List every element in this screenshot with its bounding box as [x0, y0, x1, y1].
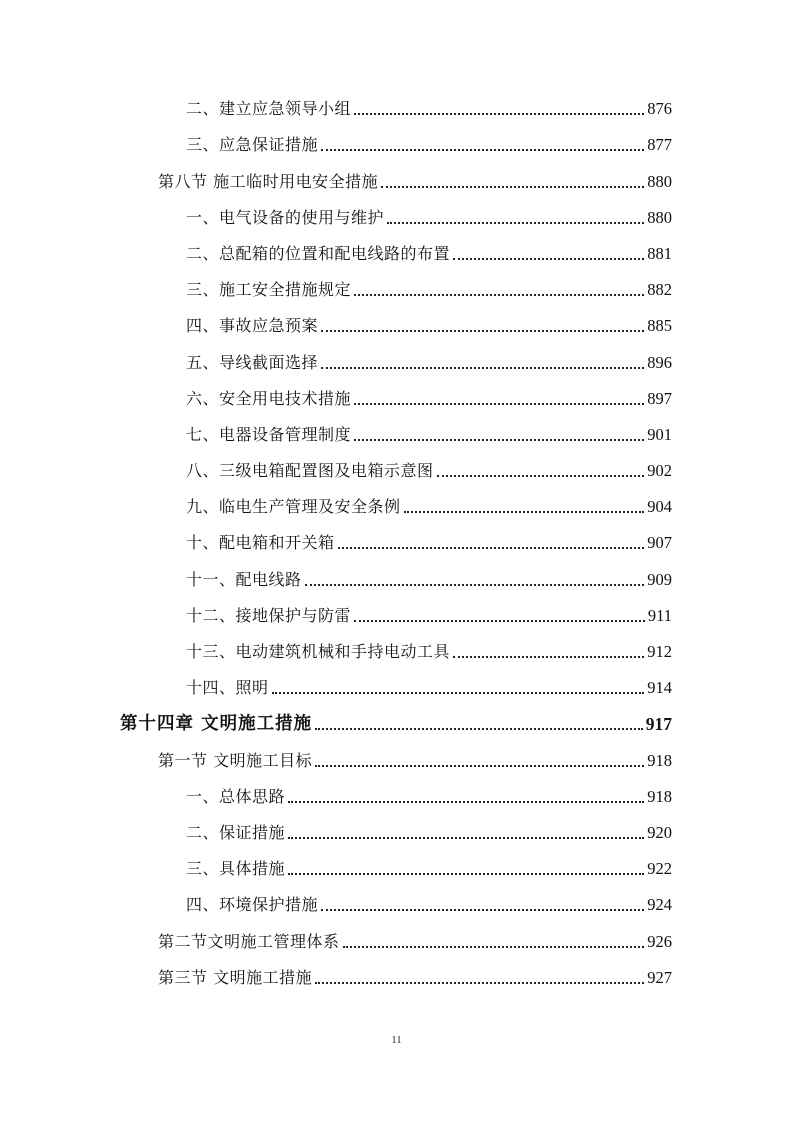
- dot-leader: [315, 728, 643, 730]
- toc-entry-page: 882: [647, 280, 672, 300]
- toc-entry-title: 四、事故应急预案: [186, 316, 319, 336]
- toc-entry-page: 917: [645, 714, 672, 735]
- toc-entry-section: [0, 923, 793, 959]
- toc-entry-page: 876: [647, 99, 672, 119]
- dot-leader: [354, 620, 645, 622]
- dot-leader: [404, 511, 645, 513]
- toc-entry-page: 918: [647, 750, 672, 770]
- toc-entry-title: 三、应急保证措施: [186, 135, 319, 155]
- dot-leader: [288, 801, 644, 803]
- toc-entry-title: 十二、接地保护与防雷: [186, 605, 352, 625]
- toc-entry-title: 第八节 施工临时用电安全措施: [158, 171, 379, 191]
- toc-entry-item: [0, 200, 793, 236]
- toc-entry-item: [0, 344, 793, 380]
- toc-entry-item: [0, 489, 793, 525]
- toc-entry-title: 九、临电生产管理及安全条例: [186, 497, 401, 517]
- toc-entry-chapter: [0, 706, 793, 742]
- toc-entry-item: [0, 887, 793, 923]
- dot-leader: [343, 946, 645, 948]
- toc-entry-page: 897: [647, 388, 672, 408]
- dot-leader: [321, 149, 644, 151]
- dot-leader: [321, 909, 644, 911]
- toc-entry-title: 三、具体措施: [186, 859, 286, 879]
- toc-entry-page: 885: [647, 316, 672, 336]
- toc-entry-item: [0, 634, 793, 670]
- dot-leader: [453, 258, 644, 260]
- dot-leader: [437, 475, 645, 477]
- toc-entry-page: 881: [647, 243, 672, 263]
- toc-entry-page: 924: [647, 895, 672, 915]
- dot-leader: [305, 584, 645, 586]
- toc-entry-title: 十三、电动建筑机械和手持电动工具: [186, 642, 451, 661]
- toc-entry-page: 912: [647, 642, 672, 661]
- toc-entry-item: [0, 381, 793, 417]
- toc-entry-page: 914: [647, 678, 672, 698]
- toc-entry-item: [0, 272, 793, 308]
- dot-leader: [321, 367, 644, 369]
- toc-entry-title: 二、总配箱的位置和配电线路的布置: [186, 243, 451, 263]
- toc-entry-item: [0, 779, 793, 815]
- toc-entry-section: [0, 960, 793, 996]
- dot-leader: [321, 330, 644, 332]
- toc-entry-title: 四、环境保护措施: [186, 895, 319, 915]
- dot-leader: [315, 765, 644, 767]
- dot-leader: [315, 982, 644, 984]
- toc-entry-page: 880: [647, 171, 672, 191]
- toc-entry-title: 十一、配电线路: [186, 569, 302, 589]
- toc-entry-title: 一、总体思路: [186, 786, 286, 806]
- toc-entry-page: 909: [647, 569, 672, 589]
- dot-leader: [338, 547, 645, 549]
- toc-entry-item: [0, 598, 793, 634]
- toc-entry-page: 920: [647, 822, 672, 842]
- toc-entry-page: 880: [647, 207, 672, 227]
- toc-entry-page: 902: [647, 461, 672, 481]
- dot-leader: [354, 439, 644, 441]
- toc-entry-item: [0, 561, 793, 597]
- toc-entry-page: 877: [647, 135, 672, 155]
- toc-entry-title: 第十四章 文明施工措施: [120, 714, 313, 735]
- dot-leader: [381, 186, 644, 188]
- page-number: 11: [391, 1034, 402, 1046]
- toc-entry-title: 七、电器设备管理制度: [186, 424, 352, 444]
- toc-entry-title: 六、安全用电技术措施: [186, 388, 352, 408]
- toc-entry-item: [0, 417, 793, 453]
- dot-leader: [288, 873, 644, 875]
- toc-entry-title: 一、电气设备的使用与维护: [186, 207, 385, 227]
- toc-entry-section: [0, 742, 793, 778]
- toc-entry-page: 926: [647, 931, 672, 951]
- toc-entry-page: 901: [647, 424, 672, 444]
- toc-entry-page: 907: [647, 533, 672, 553]
- toc-entry-title: 三、施工安全措施规定: [186, 280, 352, 300]
- dot-leader: [288, 837, 644, 839]
- dot-leader: [387, 222, 644, 224]
- toc-entry-title: 第二节文明施工管理体系: [158, 931, 340, 951]
- toc-entry-page: 927: [647, 967, 672, 987]
- toc-entry-page: 911: [647, 605, 672, 625]
- dot-leader: [354, 294, 644, 296]
- toc-entry-item: [0, 236, 793, 272]
- toc-entry-page: 922: [647, 859, 672, 879]
- toc-entry-title: 二、保证措施: [186, 822, 286, 842]
- table-of-contents: [0, 91, 793, 996]
- dot-leader: [272, 692, 645, 694]
- toc-entry-item: [0, 815, 793, 851]
- toc-entry-item: [0, 525, 793, 561]
- toc-entry-item: [0, 127, 793, 163]
- toc-entry-title: 第一节 文明施工目标: [158, 750, 313, 770]
- dot-leader: [354, 113, 644, 115]
- toc-entry-title: 十、配电箱和开关箱: [186, 533, 335, 553]
- toc-entry-item: [0, 308, 793, 344]
- dot-leader: [354, 403, 644, 405]
- toc-entry-page: 896: [647, 352, 672, 372]
- toc-entry-section: [0, 163, 793, 199]
- toc-entry-page: 918: [647, 786, 672, 806]
- toc-entry-item: [0, 670, 793, 706]
- toc-entry-page: 904: [647, 497, 672, 517]
- toc-entry-item: [0, 91, 793, 127]
- toc-entry-item: [0, 453, 793, 489]
- toc-entry-title: 二、建立应急领导小组: [186, 99, 352, 119]
- dot-leader: [453, 656, 644, 658]
- toc-entry-item: [0, 851, 793, 887]
- toc-entry-title: 五、导线截面选择: [186, 352, 319, 372]
- toc-entry-title: 八、三级电箱配置图及电箱示意图: [186, 461, 434, 481]
- toc-entry-title: 第三节 文明施工措施: [158, 967, 313, 987]
- toc-entry-title: 十四、照明: [186, 678, 269, 698]
